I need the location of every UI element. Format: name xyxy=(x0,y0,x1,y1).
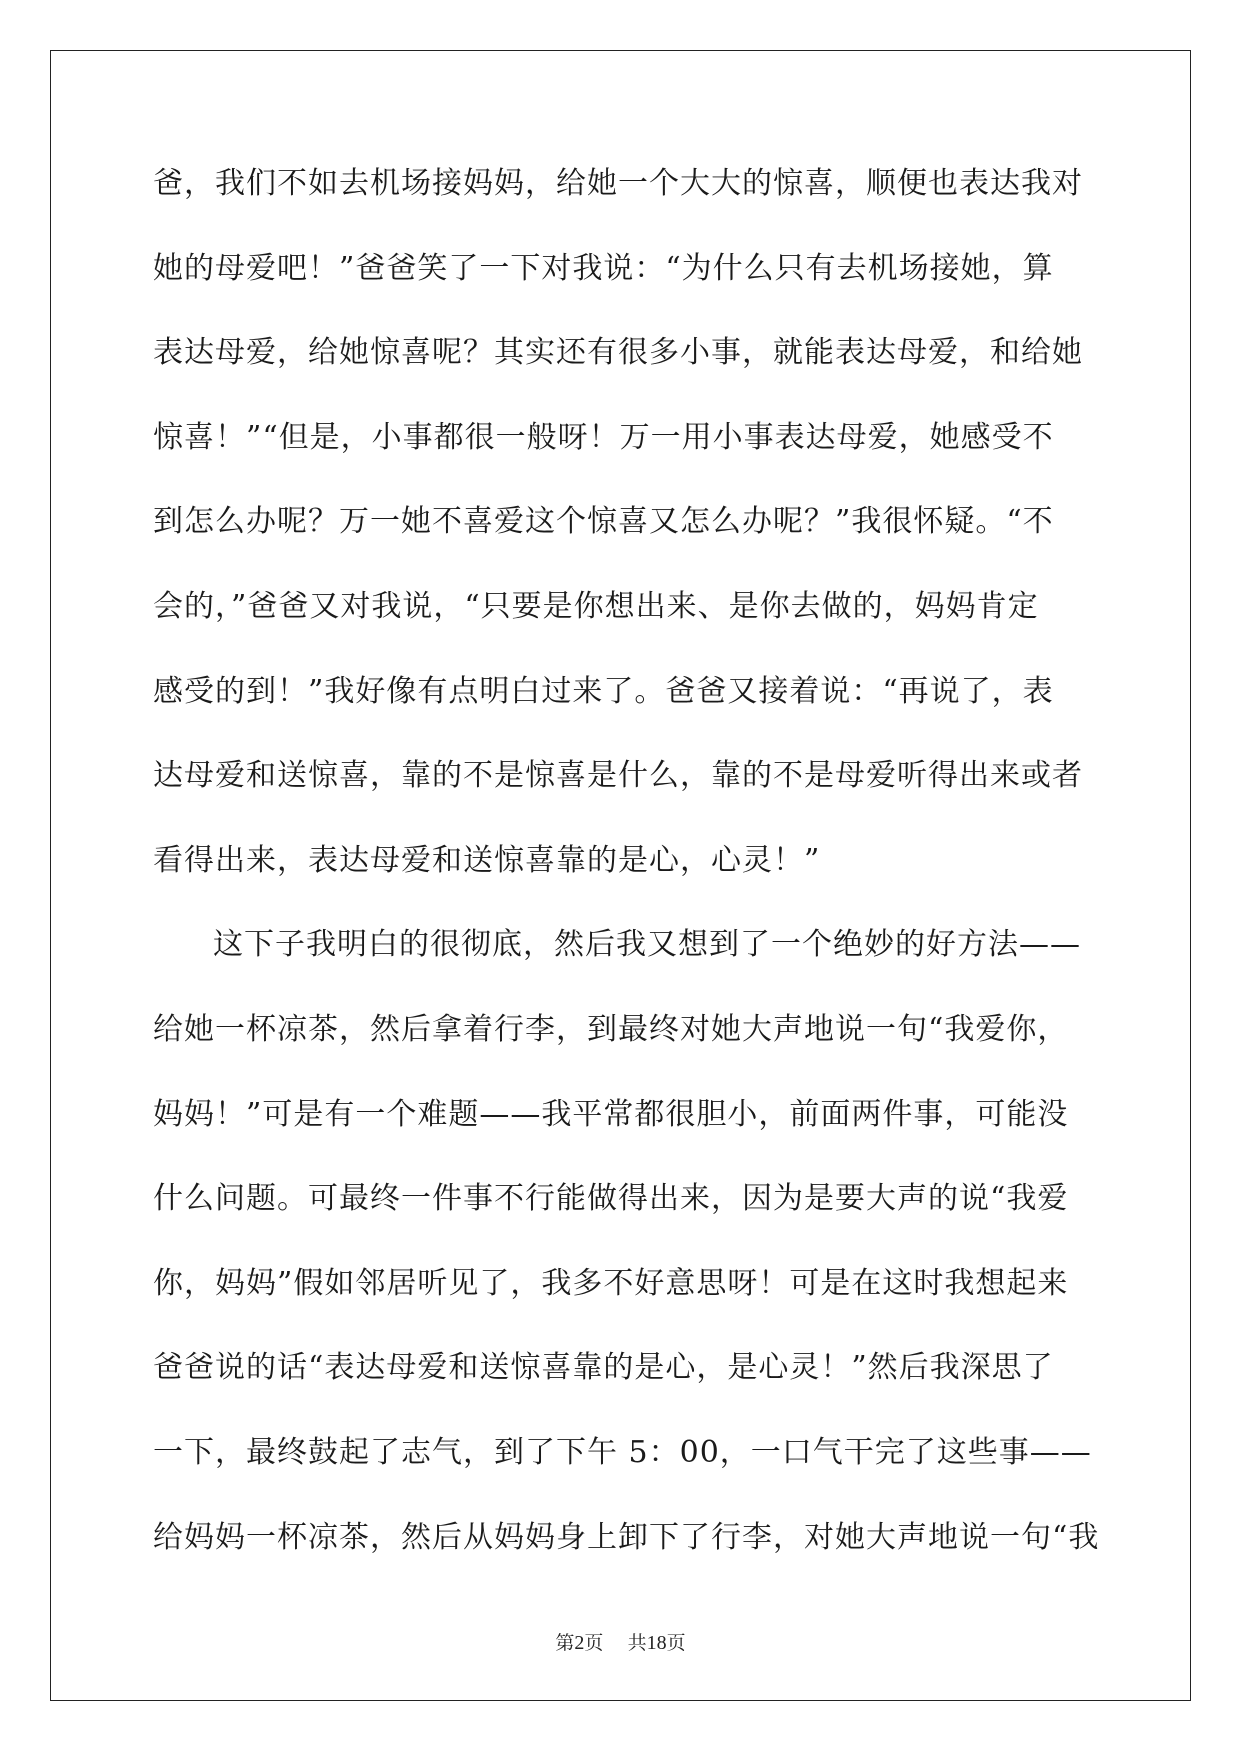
text-line: 看得出来，表达母爱和送惊喜靠的是心，心灵！” xyxy=(153,842,821,878)
text-line: 给妈妈一杯凉茶，然后从妈妈身上卸下了行李，对她大声地说一句“我 xyxy=(153,1519,1100,1555)
footer-page-prefix: 第 xyxy=(555,1632,575,1654)
text-line: 什么问题。可最终一件事不行能做得出来，因为是要大声的说“我爱 xyxy=(153,1181,1069,1217)
text-line: 你，妈妈”假如邻居听见了，我多不好意思呀！可是在这时我想起来 xyxy=(153,1265,1069,1301)
text-line: 妈妈！”可是有一个难题——我平常都很胆小，前面两件事，可能没 xyxy=(153,1096,1069,1132)
footer-total-pages: 18 xyxy=(646,1632,667,1654)
text-line: 给她一杯凉茶，然后拿着行李，到最终对她大声地说一句“我爱你， xyxy=(153,1011,1069,1047)
text-line: 爸爸说的话“表达母爱和送惊喜靠的是心，是心灵！”然后我深思了 xyxy=(153,1350,1054,1386)
page-footer xyxy=(0,1628,1241,1655)
footer-total-prefix: 共 xyxy=(627,1632,647,1654)
footer-page-suffix: 页 xyxy=(584,1632,604,1654)
text-line: 她的母爱吧！”爸爸笑了一下对我说：“为什么只有去机场接她，算 xyxy=(153,250,1054,286)
text-line: 感受的到！”我好像有点明白过来了。爸爸又接着说：“再说了，表 xyxy=(153,673,1054,709)
text-line: 一下，最终鼓起了志气，到了下午 5：00，一口气干完了这些事—— xyxy=(153,1434,1092,1470)
footer-total-suffix: 页 xyxy=(666,1632,686,1654)
footer-page-number: 2 xyxy=(574,1632,585,1654)
text-line: 表达母爱，给她惊喜呢？其实还有很多小事，就能表达母爱，和给她 xyxy=(153,335,1083,371)
text-line: 爸，我们不如去机场接妈妈，给她一个大大的惊喜，顺便也表达我对 xyxy=(153,166,1083,201)
document-body xyxy=(153,160,1100,1598)
text-line: 会的，”爸爸又对我说，“只要是你想出来、是你去做的，妈妈肯定 xyxy=(153,588,1039,624)
text-line: 惊喜！”“但是，小事都很一般呀！万一用小事表达母爱，她感受不 xyxy=(153,419,1054,455)
paragraph-start-line: 这下子我明白的很彻底，然后我又想到了一个绝妙的好方法—— xyxy=(213,927,1081,963)
text-line: 到怎么办呢？万一她不喜爱这个惊喜又怎么办呢？”我很怀疑。“不 xyxy=(153,504,1054,540)
text-line: 达母爱和送惊喜，靠的不是惊喜是什么，靠的不是母爱听得出来或者 xyxy=(153,758,1083,794)
